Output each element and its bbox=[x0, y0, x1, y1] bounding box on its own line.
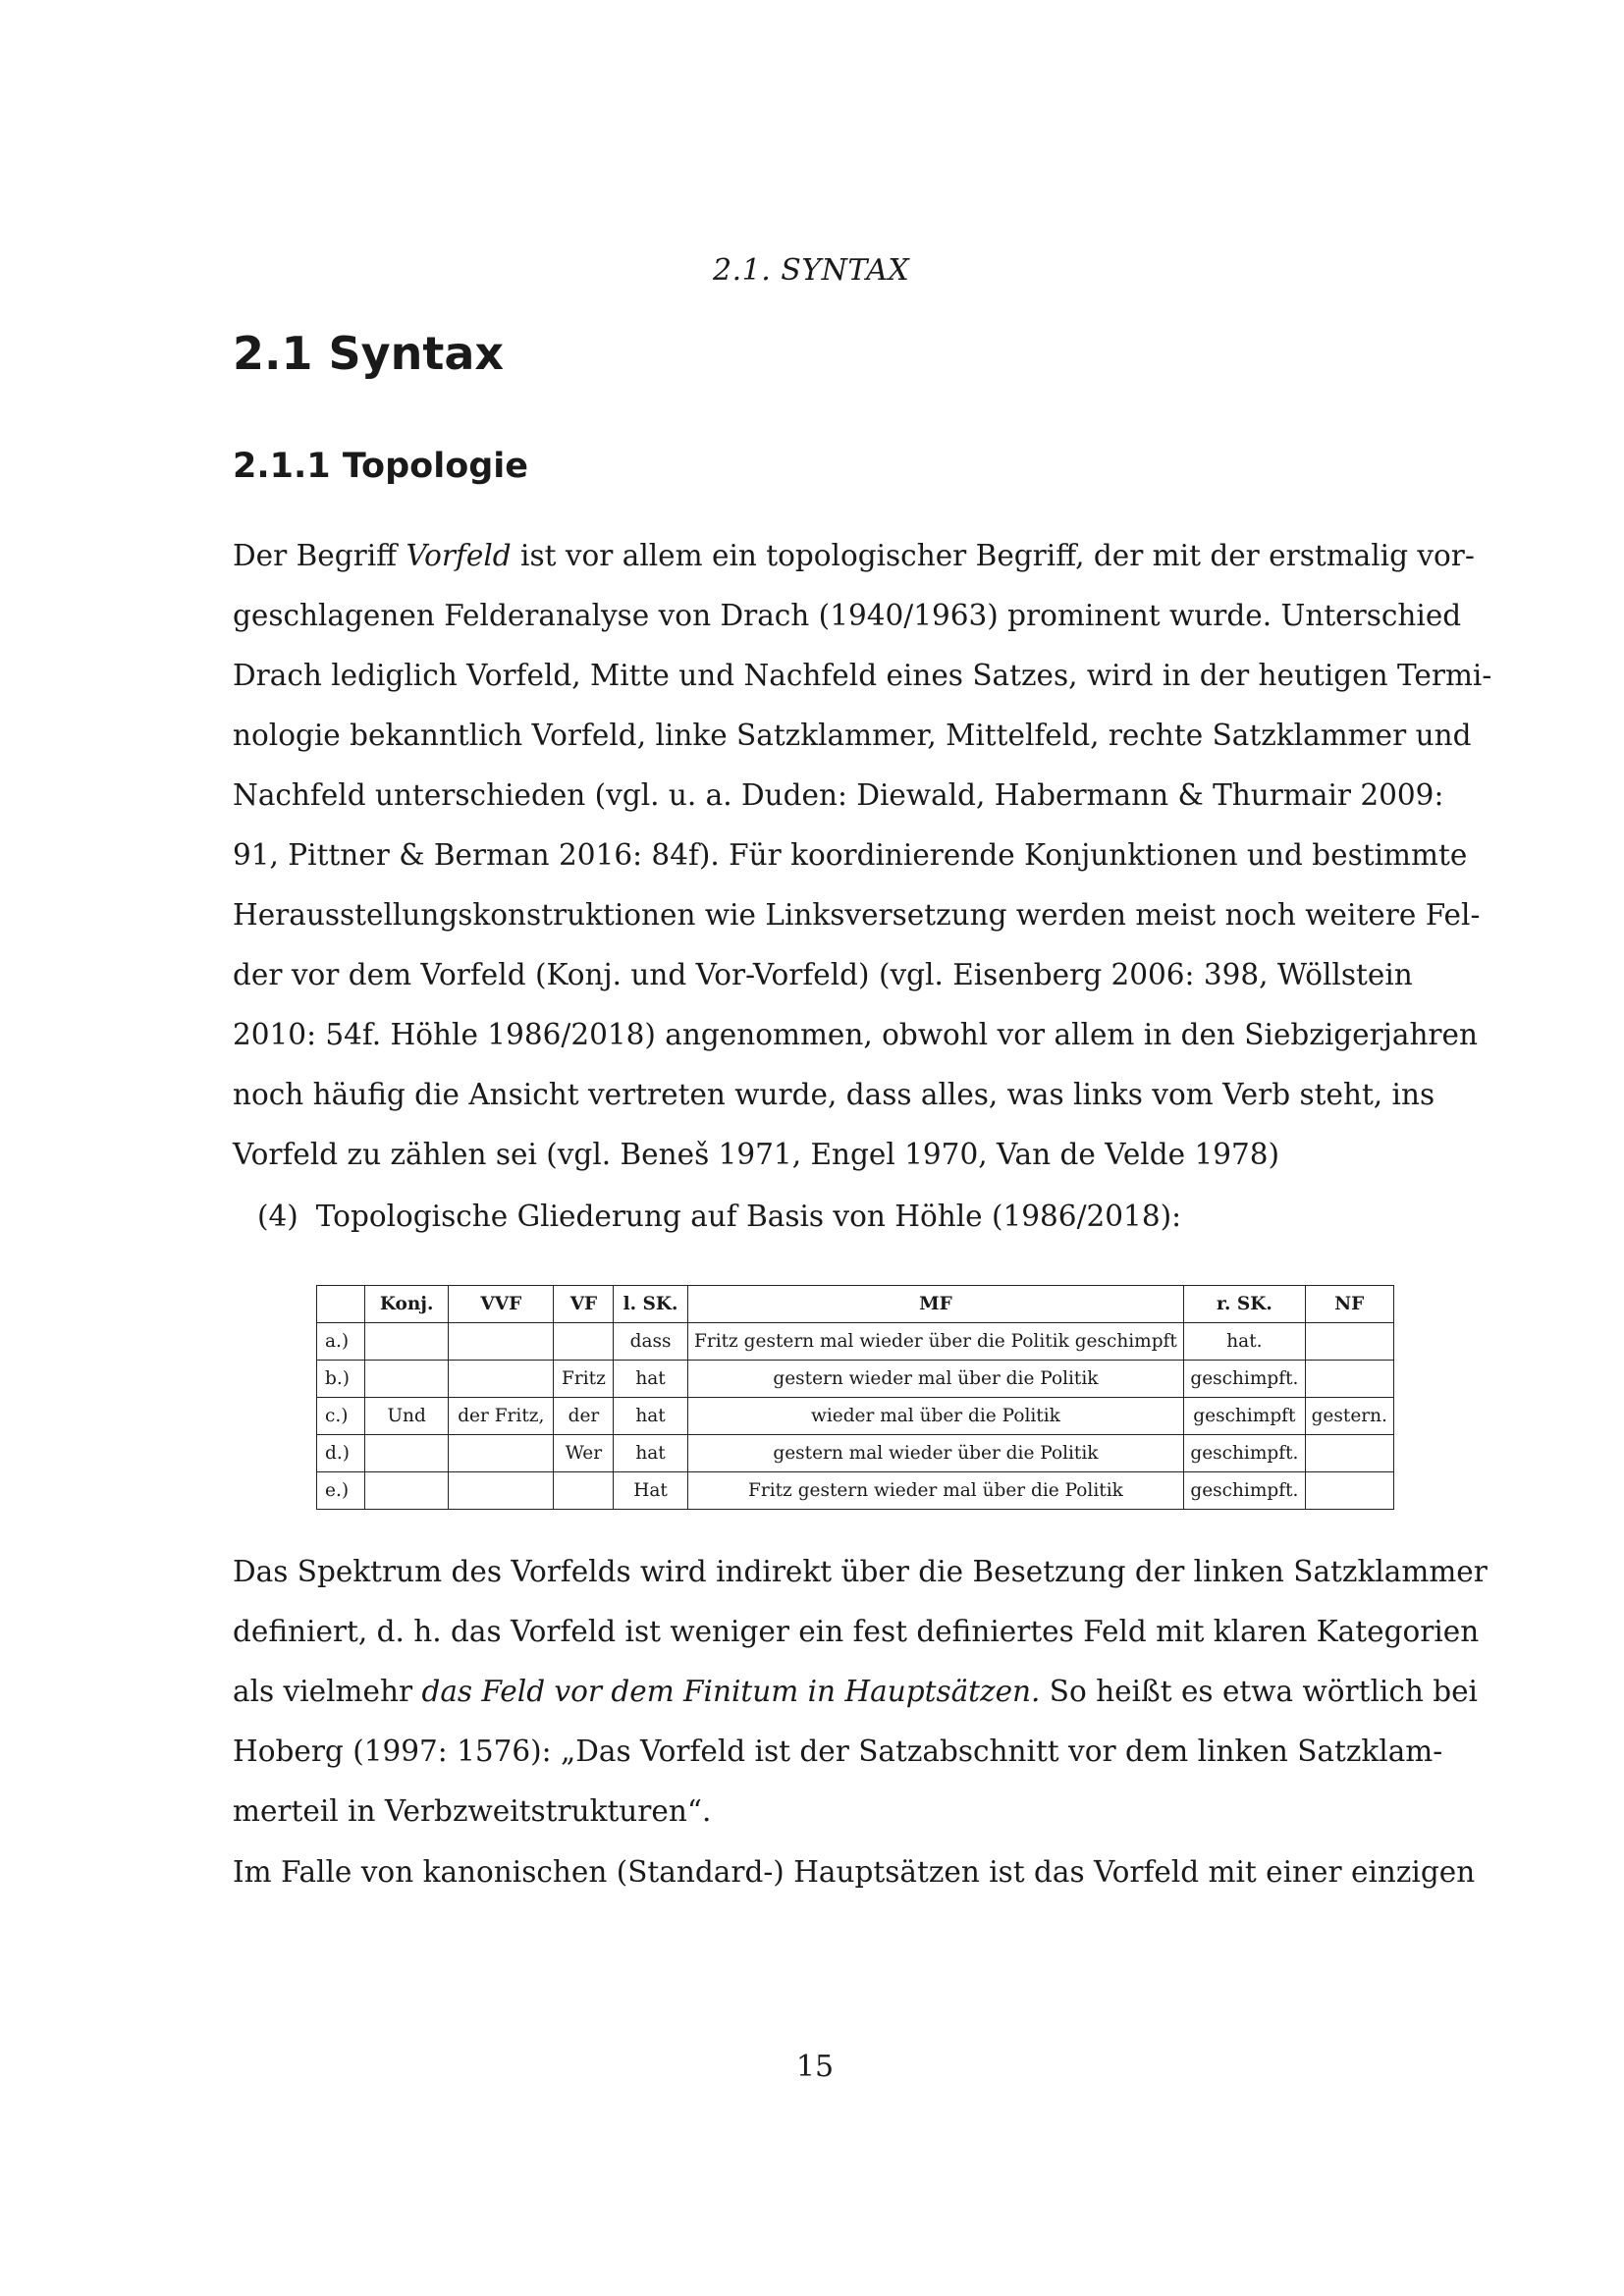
table-cell: dass bbox=[614, 1323, 687, 1361]
table-cell: geschimpft. bbox=[1184, 1361, 1305, 1398]
text-line: Vorfeld zu zählen sei (vgl. Beneš 1971, Engel 1970, Van de Velde 1978) bbox=[233, 1138, 1280, 1171]
table-row bbox=[317, 1435, 1394, 1472]
table-cell: c.) bbox=[317, 1398, 365, 1435]
table-cell: hat bbox=[614, 1398, 687, 1435]
header-cell-vvf: VVF bbox=[449, 1286, 554, 1323]
header-cell-rsk: r. SK. bbox=[1184, 1286, 1305, 1323]
header-cell-lsk: l. SK. bbox=[614, 1286, 687, 1323]
table-row bbox=[317, 1472, 1394, 1510]
table-row bbox=[317, 1398, 1394, 1435]
table-row bbox=[317, 1323, 1394, 1361]
table-cell bbox=[1305, 1323, 1394, 1361]
table-cell bbox=[449, 1435, 554, 1472]
term-vorfeld: Vorfeld bbox=[406, 539, 512, 572]
table-cell: gestern wieder mal über die Politik bbox=[687, 1361, 1184, 1398]
text-line: geschlagenen Felderanalyse von Drach (1940/1963) prominent wurde. Unterschied bbox=[233, 599, 1462, 632]
text-line: merteil in Verbzweitstrukturen“. bbox=[233, 1794, 712, 1828]
table-cell: Und bbox=[365, 1398, 449, 1435]
table-cell: d.) bbox=[317, 1435, 365, 1472]
table-cell: Hat bbox=[614, 1472, 687, 1510]
table-cell bbox=[1305, 1435, 1394, 1472]
example-number: (4) bbox=[257, 1200, 298, 1233]
running-head: 2.1. SYNTAX bbox=[713, 253, 910, 288]
table-cell: a.) bbox=[317, 1323, 365, 1361]
table-cell bbox=[449, 1472, 554, 1510]
table-cell: gestern. bbox=[1305, 1398, 1394, 1435]
table-cell bbox=[365, 1435, 449, 1472]
table-cell bbox=[449, 1323, 554, 1361]
paragraph-kanonisch bbox=[233, 1842, 1476, 1902]
table-cell bbox=[1305, 1472, 1394, 1510]
text-line: noch häufig die Ansicht vertreten wurde, dass alles, was links vom Verb steht, ins bbox=[233, 1078, 1435, 1111]
header-cell-label bbox=[317, 1286, 365, 1323]
table-cell: Wer bbox=[554, 1435, 614, 1472]
table-cell: b.) bbox=[317, 1361, 365, 1398]
text-line: Im Falle von kanonischen (Standard-) Hauptsätzen ist das Vorfeld mit einer einzigen bbox=[233, 1855, 1476, 1889]
section-heading: 2.1 Syntax bbox=[233, 327, 505, 380]
text-line: als vielmehr das Feld vor dem Finitum in Hauptsätzen. So heißt es etwa wörtlich bei bbox=[233, 1675, 1478, 1708]
table-cell: hat. bbox=[1184, 1323, 1305, 1361]
text-line: Hoberg (1997: 1576): „Das Vorfeld ist der Satzabschnitt vor dem linken Satzklam- bbox=[233, 1735, 1443, 1768]
table-cell: der Fritz, bbox=[449, 1398, 554, 1435]
header-cell-mf: MF bbox=[687, 1286, 1184, 1323]
table-cell: Fritz bbox=[554, 1361, 614, 1398]
topology-table bbox=[316, 1285, 1394, 1510]
text-line: 2010: 54f. Höhle 1986/2018) angenommen, obwohl vor allem in den Siebzigerjahren bbox=[233, 1018, 1478, 1051]
text-line: Herausstellungskonstruktionen wie Linksversetzung werden meist noch weitere Fel- bbox=[233, 898, 1481, 932]
example-4 bbox=[257, 1200, 1181, 1233]
text-line: der vor dem Vorfeld (Konj. und Vor-Vorfeld) (vgl. Eisenberg 2006: 398, Wöllstein bbox=[233, 958, 1413, 991]
table-cell bbox=[1305, 1361, 1394, 1398]
header-cell-vf: VF bbox=[554, 1286, 614, 1323]
table-cell: geschimpft. bbox=[1184, 1435, 1305, 1472]
table-cell: Fritz gestern mal wieder über die Politik geschimpft bbox=[687, 1323, 1184, 1361]
table-row bbox=[317, 1361, 1394, 1398]
table-cell: e.) bbox=[317, 1472, 365, 1510]
table-cell: gestern mal wieder über die Politik bbox=[687, 1435, 1184, 1472]
example-caption: Topologische Gliederung auf Basis von Höhle (1986/2018): bbox=[315, 1200, 1182, 1233]
table-cell bbox=[554, 1472, 614, 1510]
table-cell: der bbox=[554, 1398, 614, 1435]
text-line: definiert, d. h. das Vorfeld ist weniger ein fest definiertes Feld mit klaren Kategorien bbox=[233, 1615, 1480, 1648]
text-line: nologie bekanntlich Vorfeld, linke Satzklammer, Mittelfeld, rechte Satzklammer und bbox=[233, 719, 1472, 752]
table-cell bbox=[554, 1323, 614, 1361]
table-cell: hat bbox=[614, 1435, 687, 1472]
text-line: Das Spektrum des Vorfelds wird indirekt über die Besetzung der linken Satzklammer bbox=[233, 1555, 1488, 1588]
table-cell: geschimpft bbox=[1184, 1398, 1305, 1435]
text-line: Der Begriff Vorfeld ist vor allem ein topologischer Begriff, der mit der erstmalig vor- bbox=[233, 539, 1475, 572]
table-cell bbox=[365, 1361, 449, 1398]
paragraph-spektrum bbox=[233, 1542, 1488, 1842]
table-cell: wieder mal über die Politik bbox=[687, 1398, 1184, 1435]
paragraph-topologie bbox=[233, 526, 1492, 1185]
table-cell bbox=[365, 1323, 449, 1361]
page-number: 15 bbox=[795, 2050, 835, 2084]
table-cell: geschimpft. bbox=[1184, 1472, 1305, 1510]
header-cell-konj: Konj. bbox=[365, 1286, 449, 1323]
table-cell: Fritz gestern wieder mal über die Politik bbox=[687, 1472, 1184, 1510]
text-line: Nachfeld unterschieden (vgl. u. a. Duden: Diewald, Habermann & Thurmair 2009: bbox=[233, 778, 1444, 812]
table-cell: hat bbox=[614, 1361, 687, 1398]
table-header-row bbox=[317, 1286, 1394, 1323]
emphasis-phrase: das Feld vor dem Finitum in Hauptsätzen. bbox=[421, 1675, 1041, 1708]
subsection-heading: 2.1.1 Topologie bbox=[233, 447, 529, 486]
table-cell bbox=[365, 1472, 449, 1510]
header-cell-nf: NF bbox=[1305, 1286, 1394, 1323]
table-cell bbox=[449, 1361, 554, 1398]
text-line: Drach lediglich Vorfeld, Mitte und Nachfeld eines Satzes, wird in der heutigen Termi- bbox=[233, 659, 1492, 692]
text-line: 91, Pittner & Berman 2016: 84f). Für koordinierende Konjunktionen und bestimmte bbox=[233, 838, 1468, 872]
